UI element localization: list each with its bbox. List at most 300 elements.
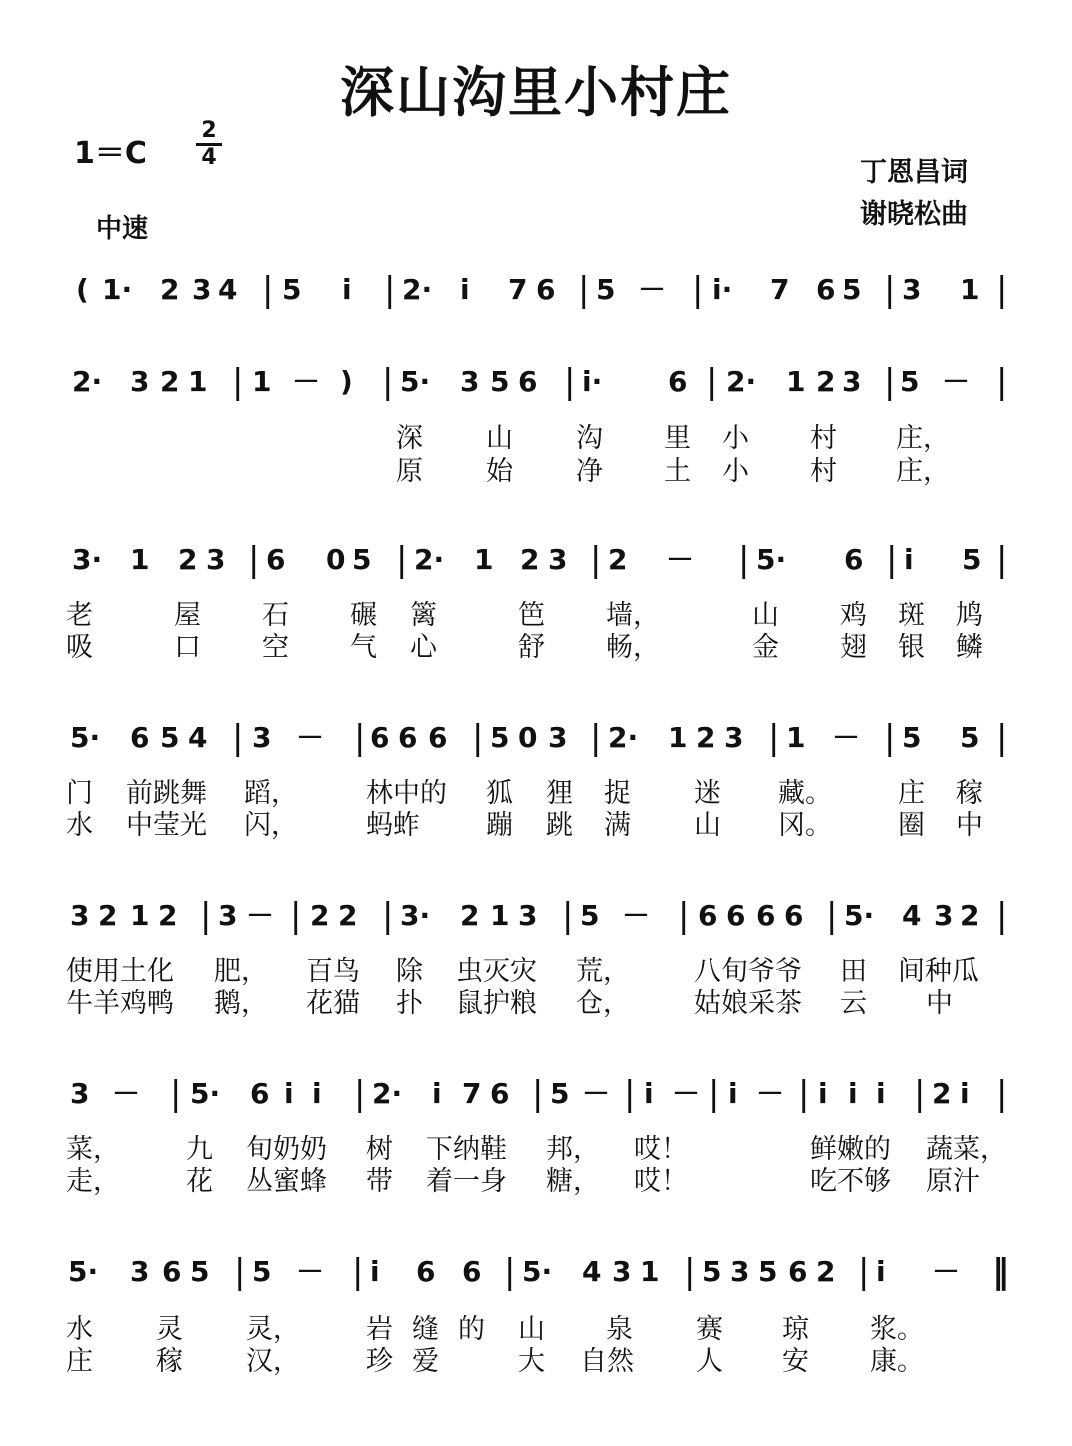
notation-row bbox=[0, 1074, 1008, 1114]
lyric-word: 姑娘采茶 bbox=[694, 988, 802, 1019]
lyric-word: 山 bbox=[518, 1314, 545, 1345]
lyric-word: 丛蜜蜂 bbox=[246, 1166, 327, 1197]
lyric-word: 树 bbox=[366, 1134, 393, 1165]
lyric-word: 山 bbox=[694, 810, 721, 841]
lyric-word: 村 bbox=[810, 423, 837, 454]
note: － bbox=[756, 1077, 785, 1110]
lyric-word: 原汁 bbox=[926, 1166, 980, 1197]
note: 1 bbox=[130, 899, 150, 932]
note: 2 bbox=[178, 543, 198, 576]
note: 5· bbox=[844, 899, 875, 932]
bar-line: | bbox=[564, 362, 576, 402]
lyric-line bbox=[0, 778, 983, 810]
lyricist-credit: 丁恩昌词 bbox=[860, 157, 968, 188]
note: i bbox=[876, 1255, 886, 1288]
bar-line: | bbox=[858, 1252, 870, 1292]
bar-line: | bbox=[678, 896, 690, 936]
lyric-word: 人 bbox=[696, 1346, 723, 1377]
lyric-line bbox=[0, 1314, 960, 1346]
note: i bbox=[312, 1077, 322, 1110]
bar-line: | bbox=[996, 896, 1008, 936]
note: 3 bbox=[218, 899, 238, 932]
lyric-word: 哎！ bbox=[634, 1166, 688, 1197]
note: 2 bbox=[98, 899, 118, 932]
lyric-word: 九 bbox=[186, 1134, 213, 1165]
lyric-word: 气 bbox=[350, 632, 377, 663]
note: 6 bbox=[398, 721, 418, 754]
notation-row bbox=[0, 896, 1008, 936]
time-signature bbox=[196, 120, 222, 169]
lyric-word: 捉 bbox=[604, 778, 631, 809]
lyric-word: 庄 bbox=[898, 778, 925, 809]
note: 2· bbox=[726, 365, 757, 398]
bar-line: | bbox=[232, 362, 244, 402]
note: i bbox=[904, 543, 914, 576]
note: 5· bbox=[70, 721, 101, 754]
bar-line: | bbox=[996, 362, 1008, 402]
lyric-word: 笆 bbox=[518, 600, 545, 631]
lyric-word: 鸡 bbox=[840, 600, 867, 631]
lyric-word: 琼 bbox=[782, 1314, 809, 1345]
lyric-word: 金 bbox=[752, 632, 779, 663]
lyric-word: 间种瓜 bbox=[898, 956, 979, 987]
note: － bbox=[296, 1255, 325, 1288]
note: 2· bbox=[372, 1077, 403, 1110]
note: 0 bbox=[326, 543, 346, 576]
bar-line: | bbox=[884, 718, 896, 758]
bar-line: | bbox=[996, 270, 1008, 310]
bar-line: | bbox=[248, 540, 260, 580]
lyric-word: 篱 bbox=[410, 600, 437, 631]
note: 6 bbox=[370, 721, 390, 754]
lyric-word: 银 bbox=[898, 632, 925, 663]
lyric-word: 康。 bbox=[870, 1346, 924, 1377]
lyric-word: 着一身 bbox=[426, 1166, 507, 1197]
note: i bbox=[284, 1077, 294, 1110]
lyric-word: 土 bbox=[664, 456, 691, 487]
bar-line: | bbox=[382, 896, 394, 936]
lyric-line bbox=[0, 632, 983, 664]
note: 2 bbox=[696, 721, 716, 754]
lyric-word: 斑 bbox=[898, 600, 925, 631]
note: 5 bbox=[550, 1077, 570, 1110]
note: 3 bbox=[730, 1255, 750, 1288]
lyric-word: 山 bbox=[752, 600, 779, 631]
bar-line: | bbox=[706, 362, 718, 402]
note: 1· bbox=[102, 273, 133, 306]
lyric-word: 庄， bbox=[896, 423, 950, 454]
lyric-word: 闪， bbox=[244, 810, 298, 841]
lyric-word: 中莹光 bbox=[126, 810, 207, 841]
note: 5· bbox=[68, 1255, 99, 1288]
note: 6 bbox=[462, 1255, 482, 1288]
lyric-word: 泉 bbox=[606, 1314, 633, 1345]
note: 3 bbox=[902, 273, 922, 306]
lyric-word: 沟 bbox=[576, 423, 603, 454]
note: 2· bbox=[402, 273, 433, 306]
note: 2· bbox=[414, 543, 445, 576]
meter-top: 2 bbox=[201, 118, 217, 143]
meter-bottom: 4 bbox=[201, 145, 217, 170]
bar-line: | bbox=[352, 1252, 364, 1292]
note: 3 bbox=[252, 721, 272, 754]
bar-line: | bbox=[200, 896, 212, 936]
note: 5 bbox=[490, 721, 510, 754]
lyric-word: 鲜嫩的 bbox=[810, 1134, 891, 1165]
note: 3· bbox=[72, 543, 103, 576]
note: 1 bbox=[960, 273, 980, 306]
lyric-word: 村 bbox=[810, 456, 837, 487]
note: 5 bbox=[282, 273, 302, 306]
lyric-word: 鼠护粮 bbox=[456, 988, 537, 1019]
lyric-word: 舒 bbox=[518, 632, 545, 663]
note: 5· bbox=[756, 543, 787, 576]
bar-line: | bbox=[738, 540, 750, 580]
lyric-word: 蹦 bbox=[486, 810, 513, 841]
lyric-word: 仓， bbox=[576, 988, 630, 1019]
lyric-word: 吸 bbox=[66, 632, 93, 663]
lyric-word: 鹅， bbox=[214, 988, 268, 1019]
note: 7 bbox=[770, 273, 790, 306]
lyric-word: 墙， bbox=[606, 600, 660, 631]
lyric-word: 浆。 bbox=[870, 1314, 924, 1345]
page-title: 深山沟里小村庄 bbox=[340, 60, 732, 124]
lyric-word: 圈 bbox=[898, 810, 925, 841]
lyric-word: 旬奶奶 bbox=[246, 1134, 327, 1165]
lyric-word: 菜， bbox=[66, 1134, 120, 1165]
lyric-word: 林中的 bbox=[366, 778, 447, 809]
note: － bbox=[296, 721, 325, 754]
note: 5 bbox=[900, 365, 920, 398]
lyric-word: 赛 bbox=[696, 1314, 723, 1345]
note: 3 bbox=[934, 899, 954, 932]
lyric-word: 畅， bbox=[606, 632, 660, 663]
note: i bbox=[728, 1077, 738, 1110]
note: 5 bbox=[580, 899, 600, 932]
lyric-word: 的 bbox=[458, 1314, 485, 1345]
note: 6 bbox=[536, 273, 556, 306]
bar-line: | bbox=[354, 1074, 366, 1114]
bar-line: | bbox=[692, 270, 704, 310]
note: 5· bbox=[400, 365, 431, 398]
lyric-word: 空 bbox=[262, 632, 289, 663]
bar-line: | bbox=[234, 1252, 246, 1292]
lyric-word: 灵 bbox=[156, 1314, 183, 1345]
note: 6 bbox=[816, 273, 836, 306]
note: － bbox=[672, 1077, 701, 1110]
note: － bbox=[246, 899, 275, 932]
note: 2 bbox=[932, 1077, 952, 1110]
note: 3 bbox=[612, 1255, 632, 1288]
note: － bbox=[112, 1077, 141, 1110]
lyric-word: 肥， bbox=[214, 956, 268, 987]
note: 5 bbox=[962, 543, 982, 576]
bar-line: | bbox=[996, 540, 1008, 580]
lyric-word: 门 bbox=[66, 778, 93, 809]
lyric-word: 庄， bbox=[896, 456, 950, 487]
lyric-word: 汉， bbox=[246, 1346, 300, 1377]
lyric-word: 迷 bbox=[694, 778, 721, 809]
note: 2 bbox=[608, 543, 628, 576]
lyric-word: 走， bbox=[66, 1166, 120, 1197]
lyric-word: 中 bbox=[956, 810, 983, 841]
bar-line: | bbox=[684, 1252, 696, 1292]
lyric-word: 使用土化 bbox=[66, 956, 174, 987]
note: 5 bbox=[702, 1255, 722, 1288]
lyric-word: 蹈， bbox=[244, 778, 298, 809]
lyric-word: 始 bbox=[486, 456, 513, 487]
note: i bbox=[370, 1255, 380, 1288]
note: － bbox=[832, 721, 861, 754]
note: 1 bbox=[786, 365, 806, 398]
note: i· bbox=[582, 365, 603, 398]
lyric-line bbox=[0, 988, 960, 1020]
lyric-word: 糖， bbox=[546, 1166, 600, 1197]
bar-line: | bbox=[578, 270, 590, 310]
lyric-line bbox=[0, 1134, 1007, 1166]
note: 6 bbox=[490, 1077, 510, 1110]
lyric-word: 牛羊鸡鸭 bbox=[66, 988, 174, 1019]
note: － bbox=[582, 1077, 611, 1110]
key-signature: 1＝C bbox=[74, 136, 147, 171]
lyric-word: 吃不够 bbox=[810, 1166, 891, 1197]
lyric-word: 屋 bbox=[174, 600, 201, 631]
note: 6 bbox=[844, 543, 864, 576]
notation-row bbox=[0, 1252, 1003, 1292]
note: 2 bbox=[338, 899, 358, 932]
bar-line: | bbox=[884, 270, 896, 310]
lyric-word: 满 bbox=[604, 810, 631, 841]
bar-line: | bbox=[354, 718, 366, 758]
bar-line: | bbox=[562, 896, 574, 936]
lyric-word: 鳞 bbox=[956, 632, 983, 663]
lyric-word: 深 bbox=[396, 423, 423, 454]
note: 6 bbox=[668, 365, 688, 398]
lyric-line bbox=[0, 956, 979, 988]
note: 6 bbox=[756, 899, 776, 932]
note: 2 bbox=[460, 899, 480, 932]
note: 3· bbox=[400, 899, 431, 932]
note: 6 bbox=[788, 1255, 808, 1288]
note: － bbox=[638, 273, 667, 306]
bar-line: | bbox=[996, 1074, 1008, 1114]
note: i· bbox=[712, 273, 733, 306]
note: 0 bbox=[518, 721, 538, 754]
tempo-marking: 中速 bbox=[96, 214, 149, 244]
lyric-word: 碾 bbox=[350, 600, 377, 631]
lyric-word: 水 bbox=[66, 810, 93, 841]
bar-line: | bbox=[768, 718, 780, 758]
note: 2 bbox=[816, 1255, 836, 1288]
lyric-line bbox=[0, 456, 960, 488]
note: 3 bbox=[130, 1255, 150, 1288]
lyric-word: 跳 bbox=[546, 810, 573, 841]
note: 5 bbox=[490, 365, 510, 398]
lyric-word: 爱 bbox=[412, 1346, 439, 1377]
note: 2 bbox=[816, 365, 836, 398]
bar-line: | bbox=[170, 1074, 182, 1114]
note: 5 bbox=[160, 721, 180, 754]
lyric-word: 鸠 bbox=[956, 600, 983, 631]
note: i bbox=[876, 1077, 886, 1110]
lyric-word: 扑 bbox=[396, 988, 423, 1019]
note: 6 bbox=[784, 899, 804, 932]
note: 1 bbox=[474, 543, 494, 576]
lyric-word: 翅 bbox=[840, 632, 867, 663]
lyric-word: 岩 bbox=[366, 1314, 393, 1345]
bar-line: | bbox=[232, 718, 244, 758]
bar-line: | bbox=[590, 718, 602, 758]
note: 5· bbox=[190, 1077, 221, 1110]
bar-line: | bbox=[384, 270, 396, 310]
note: 4 bbox=[218, 273, 238, 306]
lyric-line bbox=[0, 810, 983, 842]
notation-row bbox=[0, 540, 1008, 580]
lyric-word: 稼 bbox=[156, 1346, 183, 1377]
note: 4 bbox=[188, 721, 208, 754]
bar-line: | bbox=[624, 1074, 636, 1114]
lyric-word: 小 bbox=[722, 456, 749, 487]
note: 7 bbox=[462, 1077, 482, 1110]
lyric-word: 蔬菜， bbox=[926, 1134, 1007, 1165]
note: 1 bbox=[130, 543, 150, 576]
bar-line: | bbox=[886, 540, 898, 580]
lyric-word: 中 bbox=[926, 988, 953, 1019]
lyric-word: 花猫 bbox=[306, 988, 360, 1019]
lyric-word: 水 bbox=[66, 1314, 93, 1345]
note: i bbox=[960, 1077, 970, 1110]
note: 2 bbox=[520, 543, 540, 576]
note: 6 bbox=[130, 721, 150, 754]
lyric-word: 山 bbox=[486, 423, 513, 454]
lyric-word: 藏。 bbox=[778, 778, 832, 809]
lyric-word: 田 bbox=[840, 956, 867, 987]
note: i bbox=[342, 273, 352, 306]
lyric-word: 哎！ bbox=[634, 1134, 688, 1165]
lyric-line bbox=[0, 423, 960, 455]
lyric-line bbox=[0, 1166, 980, 1198]
note: i bbox=[644, 1077, 654, 1110]
lyric-word: 蚂蚱 bbox=[366, 810, 420, 841]
lyric-word: 狸 bbox=[546, 778, 573, 809]
bar-line: | bbox=[996, 718, 1008, 758]
note: i bbox=[460, 273, 470, 306]
lyric-word: 荒， bbox=[576, 956, 630, 987]
note: 6 bbox=[250, 1077, 270, 1110]
note: － bbox=[622, 899, 651, 932]
lyric-word: 花 bbox=[186, 1166, 213, 1197]
note: 5 bbox=[252, 1255, 272, 1288]
note: 1 bbox=[640, 1255, 660, 1288]
note: ( bbox=[76, 273, 89, 306]
note: 4 bbox=[582, 1255, 602, 1288]
note: 5 bbox=[352, 543, 372, 576]
note: 1 bbox=[490, 899, 510, 932]
note: i bbox=[848, 1077, 858, 1110]
lyric-word: 里 bbox=[664, 423, 691, 454]
note: 3 bbox=[70, 899, 90, 932]
bar-line: | bbox=[826, 896, 838, 936]
note: － bbox=[942, 365, 971, 398]
bar-line: | bbox=[290, 896, 302, 936]
note: 3 bbox=[70, 1077, 90, 1110]
lyric-word: 自然 bbox=[580, 1346, 634, 1377]
bar-line: | bbox=[590, 540, 602, 580]
note: 3 bbox=[842, 365, 862, 398]
lyric-word: 带 bbox=[366, 1166, 393, 1197]
lyric-word: 石 bbox=[262, 600, 289, 631]
lyric-word: 珍 bbox=[366, 1346, 393, 1377]
bar-line: | bbox=[532, 1074, 544, 1114]
note: 1 bbox=[188, 365, 208, 398]
lyric-word: 冈。 bbox=[778, 810, 832, 841]
lyric-word: 庄 bbox=[66, 1346, 93, 1377]
note: 3 bbox=[206, 543, 226, 576]
bar-line: ‖ bbox=[992, 1252, 1003, 1292]
lyric-word: 八旬爷爷 bbox=[694, 956, 802, 987]
lyric-word: 大 bbox=[518, 1346, 545, 1377]
note: 7 bbox=[508, 273, 528, 306]
note: 2· bbox=[608, 721, 639, 754]
lyric-word: 除 bbox=[396, 956, 423, 987]
note: 6 bbox=[518, 365, 538, 398]
note: 5 bbox=[960, 721, 980, 754]
bar-line: | bbox=[396, 540, 408, 580]
lyric-word: 灵， bbox=[246, 1314, 300, 1345]
note: 3 bbox=[518, 899, 538, 932]
lyric-word: 安 bbox=[782, 1346, 809, 1377]
note: 6 bbox=[428, 721, 448, 754]
note: 6 bbox=[726, 899, 746, 932]
lyric-word: 缝 bbox=[412, 1314, 439, 1345]
note: 3 bbox=[548, 721, 568, 754]
note: 5 bbox=[758, 1255, 778, 1288]
note: 1 bbox=[252, 365, 272, 398]
composer-credit: 谢晓松曲 bbox=[860, 199, 968, 230]
lyric-word: 净 bbox=[576, 456, 603, 487]
bar-line: | bbox=[472, 718, 484, 758]
lyric-word: 心 bbox=[410, 632, 437, 663]
note: － bbox=[666, 543, 695, 576]
note: i bbox=[818, 1077, 828, 1110]
note: 5· bbox=[522, 1255, 553, 1288]
lyric-line bbox=[0, 1346, 960, 1378]
note: 5 bbox=[190, 1255, 210, 1288]
note: 5 bbox=[842, 273, 862, 306]
note: 1 bbox=[668, 721, 688, 754]
lyric-word: 云 bbox=[840, 988, 867, 1019]
notation-row bbox=[0, 718, 1008, 758]
note: － bbox=[932, 1255, 961, 1288]
note: 3 bbox=[724, 721, 744, 754]
bar-line: | bbox=[262, 270, 274, 310]
note: 3 bbox=[548, 543, 568, 576]
lyric-word: 原 bbox=[396, 456, 423, 487]
lyric-word: 邦， bbox=[546, 1134, 600, 1165]
lyric-line bbox=[0, 600, 983, 632]
note: 2 bbox=[310, 899, 330, 932]
note: 2 bbox=[960, 899, 980, 932]
note: 2· bbox=[72, 365, 103, 398]
bar-line: | bbox=[798, 1074, 810, 1114]
note: － bbox=[292, 365, 321, 398]
note: 6 bbox=[698, 899, 718, 932]
bar-line: | bbox=[708, 1074, 720, 1114]
note: 2 bbox=[160, 365, 180, 398]
bar-line: | bbox=[504, 1252, 516, 1292]
note: 3 bbox=[130, 365, 150, 398]
lyric-word: 狐 bbox=[486, 778, 513, 809]
